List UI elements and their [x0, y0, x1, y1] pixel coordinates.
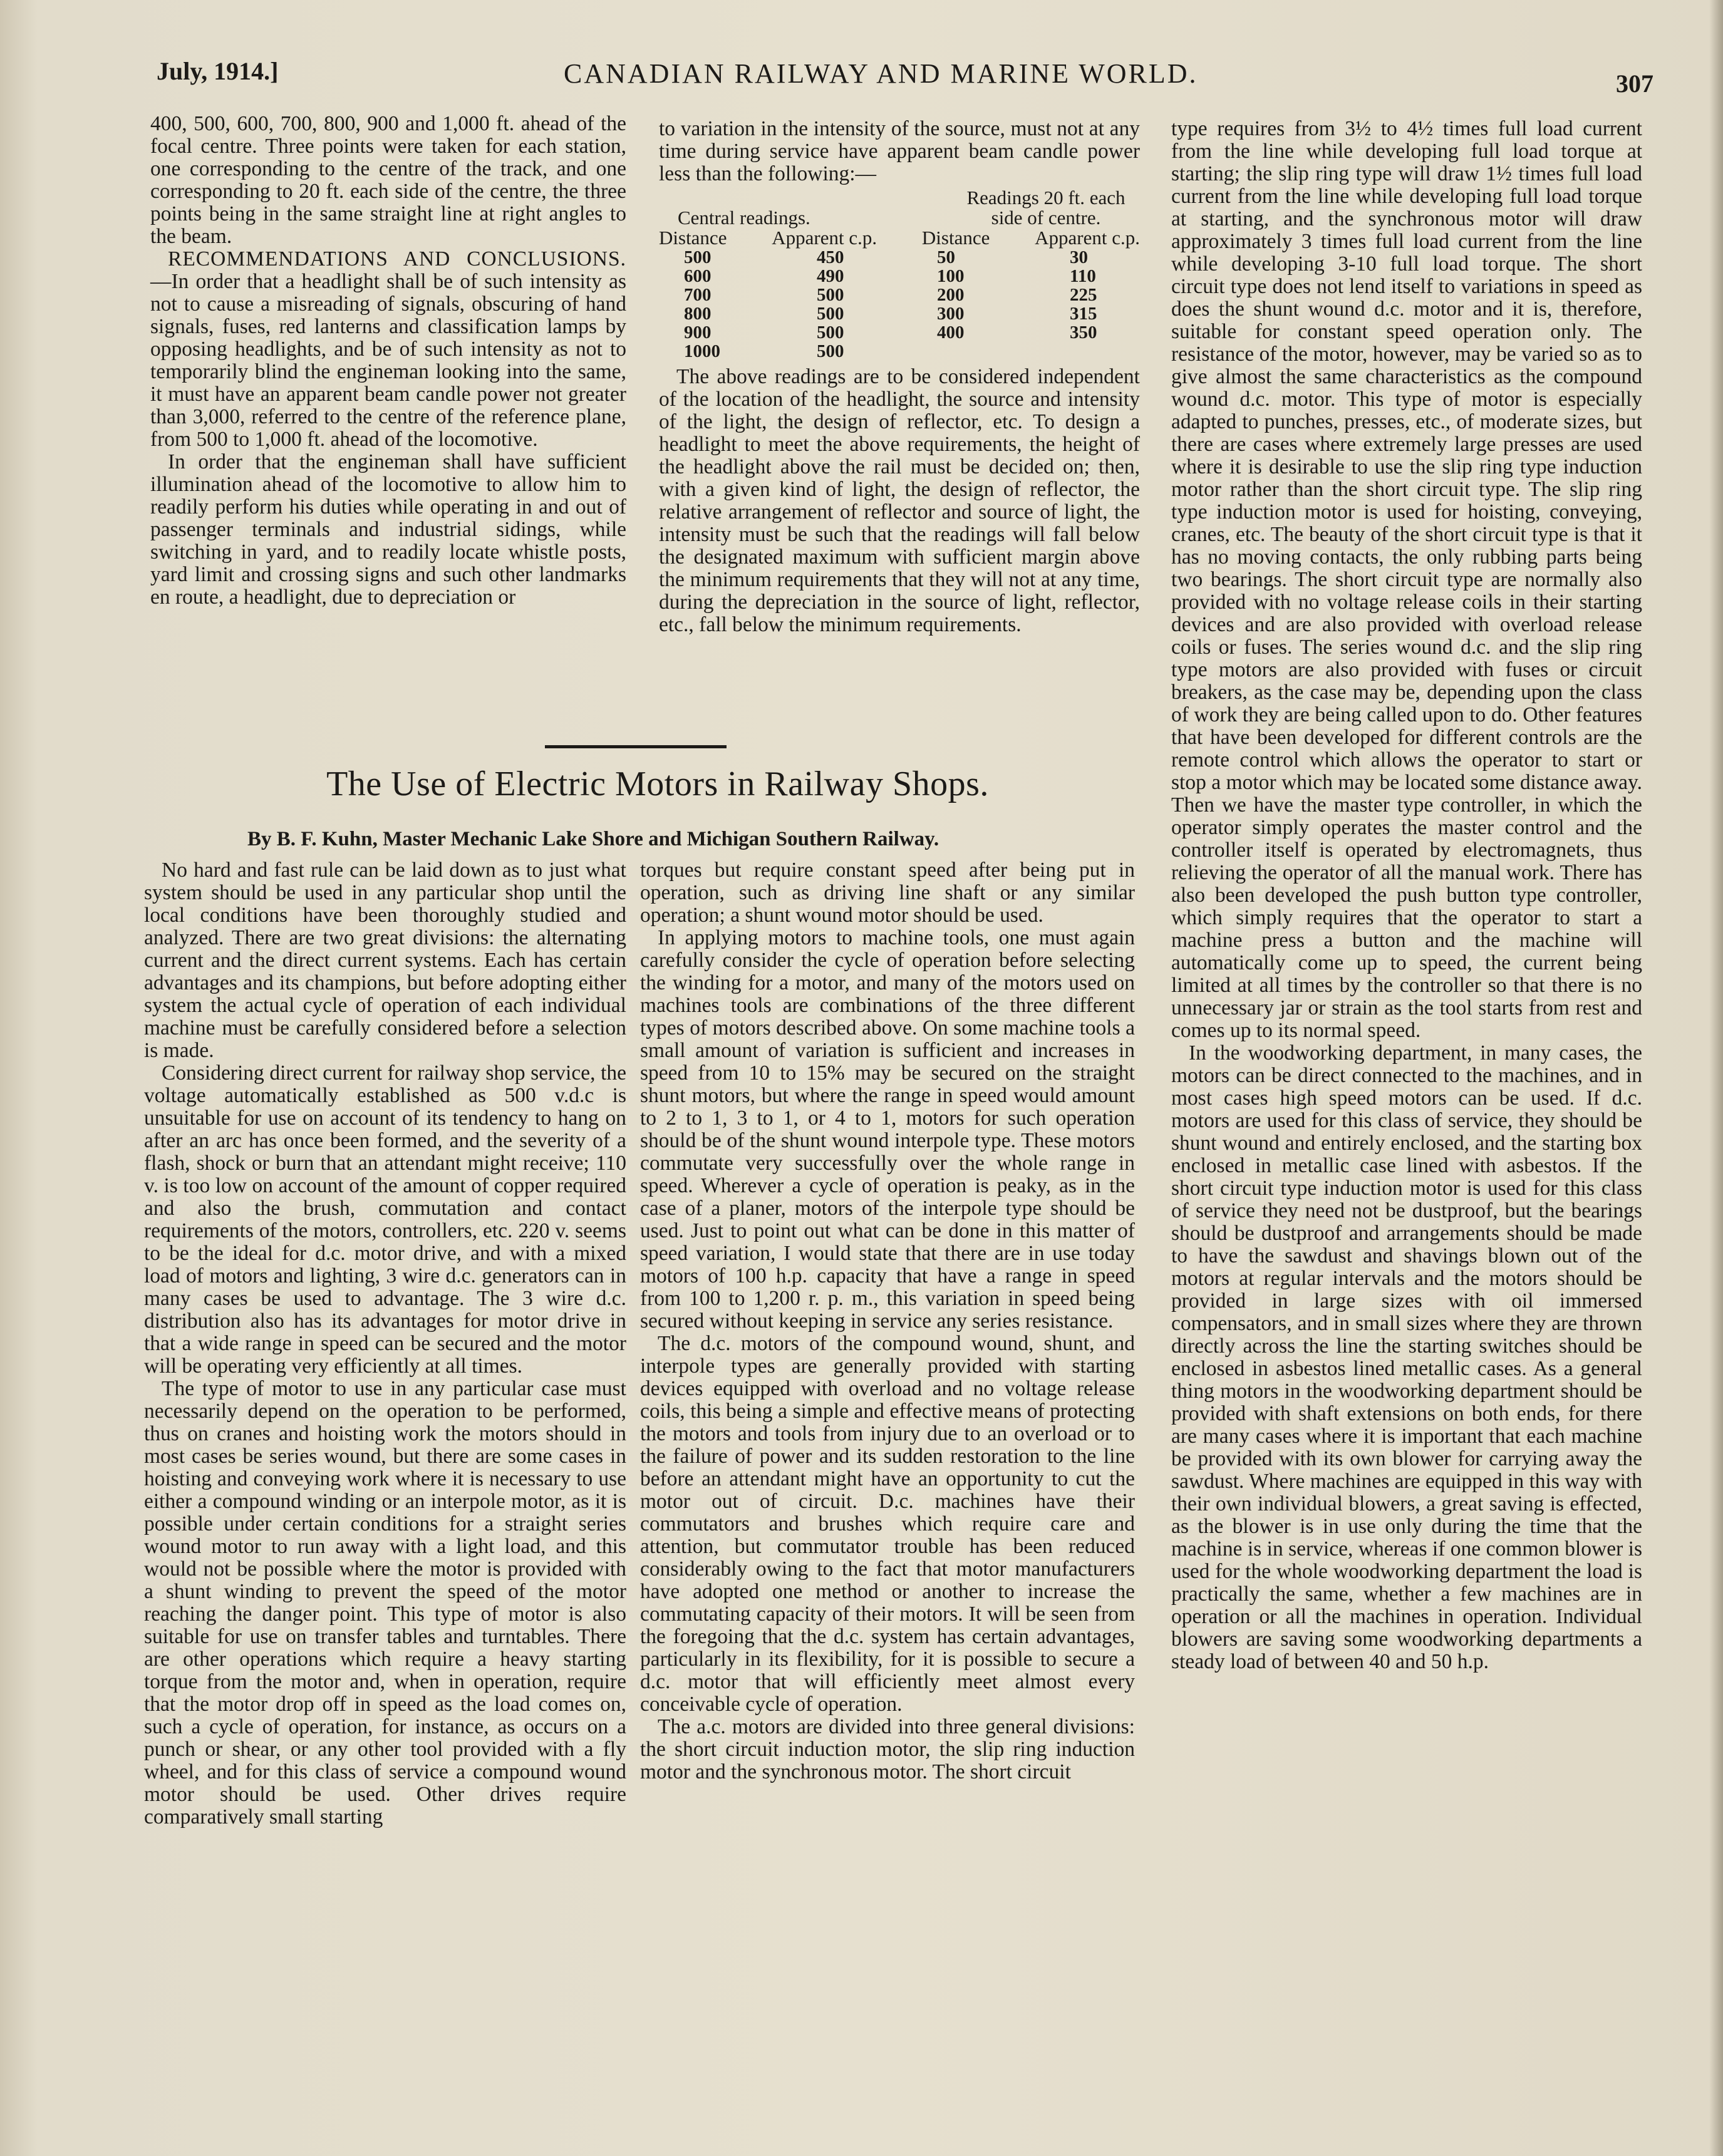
table-cell: 700	[684, 285, 711, 305]
table-column-side-apparent-cp	[1020, 248, 1140, 361]
table-cell: 315	[1070, 304, 1097, 324]
table-body	[659, 248, 1140, 361]
table-cell: 200	[937, 285, 965, 305]
table-cell: 225	[1070, 285, 1097, 305]
table-column-distance	[659, 248, 779, 361]
table-cell: 110	[1070, 266, 1096, 286]
column-header: Apparent c.p.	[1035, 227, 1140, 249]
paragraph: to variation in the intensity of the source, must not at any time during service have apparent beam candle power less than the following:—	[659, 117, 1140, 185]
table-cell: 500	[817, 304, 844, 324]
table-cell: 500	[817, 341, 844, 361]
paragraph: The above readings are to be considered independent of the location of the headlight, the source and intensity of the light, the design of reflector, etc. To design a headlight to meet the above requirements, the height of the headlight above the rail must be decided on; then, with a given kind of light, the design of reflector, the relative arrangement of reflector and source of light, the intensity must be such that the readings will fall below the designated maximum with sufficient margin above the minimum requirements that they will not at any time, during the depreciation in the source of light, reflector, etc., fall below the minimum requirements.	[659, 365, 1140, 636]
article-title: The Use of Electric Motors in Railway Shops.	[326, 765, 989, 803]
paragraph: In order that the engineman shall have sufficient illumination ahead of the locomotive to allow him to readily perform his duties while operating in and out of passenger terminals and industrial sidings, while switching in yard, and to readily locate whistle posts, yard limit and crossing signs and such other landmarks en route, a headlight, due to depreciation or	[150, 450, 626, 609]
table-column-side-distance	[899, 248, 1020, 361]
paragraph: torques but require constant speed after being put in operation, such as driving line shaft or any similar operation; a shunt wound motor should be used.	[640, 859, 1135, 927]
table-cell: 30	[1070, 247, 1088, 267]
paragraph: The type of motor to use in any particular case must necessarily depend on the operation to be performed, thus on cranes and hoisting work the motors should in most cases be series wound, but there are some cases in hoisting and conveying work where it is necessary to use either a compound winding or an interpole motor, as it is possible under certain conditions for a straight series wound motor to run away with a light load, and this would not be possible where the motor is provided with a shunt winding to prevent the speed of the motor reaching the danger point. This type of motor is also suitable for use on transfer tables and turntables. There are other operations which require a heavy starting torque from the motor and, when in operation, require that the motor drop off in speed as the load comes on, such a cycle of operation, for instance, as occurs on a punch or shear, or any other tool provided with a fly wheel, and for this class of service a compound wound motor should be used. Other drives require comparatively small starting	[144, 1377, 626, 1828]
running-header	[150, 50, 1653, 106]
column-header: Apparent c.p.	[772, 227, 877, 249]
table-column-apparent-cp	[779, 248, 899, 361]
table-cell: 50	[937, 247, 955, 267]
section-rule	[545, 745, 727, 748]
group-header-side: Readings 20 ft. each side of centre.	[966, 187, 1125, 229]
column-header: Distance	[921, 227, 990, 249]
table-cell: 490	[817, 266, 844, 286]
table-cell: 800	[684, 304, 711, 324]
page-number: 307	[1616, 70, 1653, 98]
top-column-2	[659, 118, 1140, 636]
group-header-central: Central readings.	[678, 207, 810, 229]
table-cell: 450	[817, 247, 844, 267]
paragraph: In applying motors to machine tools, one must again carefully consider the cycle of operation before selecting the winding for a motor, and many of the motors used on machines tools are combinations of the three different types of motors described above. On some machine tools a small amount of variation is sufficient and increases in speed from 10 to 15% may be secured on the straight shunt motors, but where the range in speed would amount to 2 to 1, 3 to 1, or 4 to 1, motors for such operation should be of the shunt wound interpole type. These motors commutate very successfully over the whole range in speed. Wherever a cycle of operation is peaky, as in the case of a planer, motors of the interpole type should be used. Just to point out what can be done in this matter of speed variation, I would state that there are in use today motors of 100 h.p. capacity that have a range in speed from 100 to 1,200 r. p. m., this variation in speed being secured without keeping in service any series resistance.	[640, 926, 1135, 1333]
header-date: July, 1914.]	[157, 57, 279, 85]
table-cell: 100	[937, 266, 965, 286]
readings-table	[659, 188, 1140, 361]
table-cell: 300	[937, 304, 965, 324]
article-column-2	[640, 859, 1135, 1783]
table-cell: 500	[684, 247, 711, 267]
article-column-3	[1171, 118, 1642, 1673]
table-cell: 1000	[684, 341, 720, 361]
article-column-1	[144, 859, 626, 1828]
column-header: Distance	[659, 227, 727, 249]
paragraph	[150, 248, 626, 451]
paragraph: In the woodworking department, in many cases, the motors can be direct connected to the machines, and in most cases high speed motors can be used. If d.c. motors are used for this class of service, they should be shunt wound and entirely enclosed, and the starting box enclosed in metallic case lined with asbestos. If the short circuit type induction motor is used for this class of service they need not be dustproof, but the bearings should be dustproof and arrangements should be made to have the sawdust and shavings blown out of the motors at regular intervals and the motors should be provided in large sizes with oil immersed compensators, and in small sizes where they are thrown directly across the line the starting switches should be enclosed in asbestos lined metallic cases. As a general thing motors in the woodworking department should be provided with shaft extensions on both ends, for there are many cases where it is important that each machine be provided with its own blower for carrying away the sawdust. Where machines are equipped in this way with their own individual blowers, a great saving is effected, as the blower is in use only during the time that the machine is in service, whereas if one common blower is used for the whole woodworking department the load is practically the same, whether a few machines are in operation or all the machines in operation. Individual blowers are saving some woodworking departments a steady load of between 40 and 50 h.p.	[1171, 1041, 1642, 1673]
publication-title: CANADIAN RAILWAY AND MARINE WORLD.	[564, 58, 1198, 89]
table-cell: 500	[817, 285, 844, 305]
paragraph: No hard and fast rule can be laid down as to just what system should be used in any particular shop until the local conditions have been thoroughly studied and analyzed. There are two great divisions: the alternating current and the direct current systems. Each has certain advantages and its champions, but before adopting either system the actual cycle of operation of each individual machine must be carefully considered before a selection is made.	[144, 859, 626, 1062]
article-byline: By B. F. Kuhn, Master Mechanic Lake Shore and Michigan Southern Railway.	[247, 828, 939, 850]
top-column-1	[150, 113, 626, 609]
table-cell: 600	[684, 266, 711, 286]
paragraph: type requires from 3½ to 4½ times full load current from the line while developing full load torque at starting; the slip ring type will draw 1½ times full load current from the line while developing full load torque at starting, and the synchronous motor will draw approximately 3 times full load current from the line while developing 3-10 full load torque. The short circuit type does not lend itself to variations in speed as does the shunt wound d.c. motor and it is, therefore, suitable for constant speed operation only. The resistance of the motor, however, may be varied so as to give almost the same characteristics as the compound wound d.c. motor. This type of motor is especially adapted to punches, presses, etc., of moderate sizes, but there are cases where extremely large presses are used where it is desirable to use the slip ring type induction motor rather than the short circuit type. The slip ring type induction motor is used for hoisting, conveying, cranes, etc. The beauty of the short circuit type is that it has no moving contacts, the only rubbing parts being two bearings. The short circuit type are normally also provided with no voltage release coils in their starting devices and are also provided with overload release coils or fuses. The series wound d.c. and the slip ring type motors are also provided with fuses or circuit breakers, as the case may be, depending upon the class of work they are being called upon to do. Other features that have been developed for different controls are the remote control which allows the operator to start or stop a motor which may be located some distance away. Then we have the master type controller, in which the operator simply operates the master control and the controller itself is operated by electromagnets, thus relieving the operator of all the manual work. There has also been developed the push button type controller, which simply requires that the operator to start a machine press a button and the machine will automatically come up to speed, the current being limited at all times by the controller so that there is no unnecessary jar or strain as the tool starts from rest and comes up to its normal speed.	[1171, 117, 1642, 1042]
table-cell: 350	[1070, 322, 1097, 343]
table-group-headers	[659, 188, 1140, 228]
table-cell: 900	[684, 322, 711, 343]
table-cell: 500	[817, 322, 844, 343]
paragraph: 400, 500, 600, 700, 800, 900 and 1,000 ft. ahead of the focal centre. Three points were taken for each station, one corresponding to the centre of the track, and one corresponding to 20 ft. each side of the centre, the three points being in the same straight line at right angles to the beam.	[150, 112, 626, 248]
page-edge-shadow	[1709, 0, 1723, 2156]
paragraph: Considering direct current for railway shop service, the voltage automatically established as 500 v.d.c is unsuitable for use on account of its tendency to hang on after an arc has once been formed, and the severity of a flash, shock or burn that an attendant might receive; 110 v. is too low on account of the amount of copper required and also the brush, commutation and contact requirements of the motors, controllers, etc. 220 v. seems to be the ideal for d.c. motor drive, and with a mixed load of motors and lighting, 3 wire d.c. generators can in many cases be used to advantage. The 3 wire d.c. distribution also has its advantages for motor drive in that a wide range in speed can be secured and the motor will be operating very efficiently at all times.	[144, 1061, 626, 1378]
paragraph-text: —In order that a headlight shall be of such intensity as not to cause a misreading of signals, obscuring of hand signals, fuses, red lanterns and classification lamps by opposing headlights, and be of such intensity as not to temporarily blind the engineman looking into the same, it must have an apparent beam candle power not greater than 3,000, referred to the centre of the reference plane, from 500 to 1,000 ft. ahead of the locomotive.	[150, 270, 626, 451]
table-column-headers	[659, 228, 1140, 248]
paragraph: The a.c. motors are divided into three general divisions: the short circuit induction motor, the slip ring induction motor and the synchronous motor. The short circuit	[640, 1715, 1135, 1783]
section-heading: RECOMMENDATIONS AND CONCLUSIONS.	[168, 247, 626, 271]
table-cell: 400	[937, 322, 965, 343]
paragraph: The d.c. motors of the compound wound, shunt, and interpole types are generally provided with starting devices equipped with overload and no voltage release coils, this being a simple and effective means of protecting the motors and tools from injury due to an overload or to the failure of power and its sudden restoration to the line before an attendant might have an opportunity to cut the motor out of circuit. D.c. machines have their commutators and brushes which require care and attention, but commutator trouble has been reduced considerably owing to the fact that motor manufacturers have adopted one method or another to increase the commutating capacity of their motors. It will be seen from the foregoing that the d.c. system has certain advantages, particularly in its flexibility, for it is possible to secure a d.c. motor that will efficiently meet almost every conceivable cycle of operation.	[640, 1332, 1135, 1716]
